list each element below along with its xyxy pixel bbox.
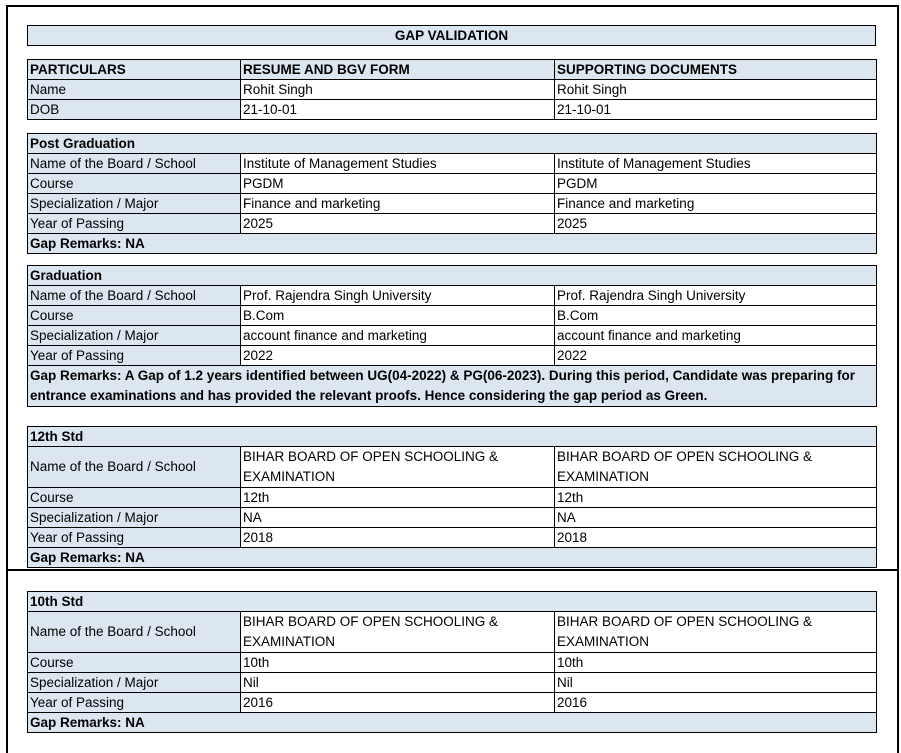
gap-remarks: Gap Remarks: NA	[28, 548, 877, 568]
row-label: Course	[28, 306, 241, 326]
table-row	[28, 214, 877, 234]
table-row	[28, 326, 877, 346]
row-docs-value: Institute of Management Studies	[555, 154, 877, 174]
row-resume-value: 2016	[241, 693, 555, 713]
row-label: Course	[28, 174, 241, 194]
gap-remarks: Gap Remarks: A Gap of 1.2 years identified between UG(04-2022) & PG(06-2023). During this period, Candidate was preparing for entrance examinations and has provided the relevant proofs. Hence considering the gap period as Green.	[28, 366, 877, 407]
row-label: Specialization / Major	[28, 508, 241, 528]
row-docs-value: BIHAR BOARD OF OPEN SCHOOLING & EXAMINATION	[555, 447, 877, 488]
table-row	[28, 528, 877, 548]
row-resume-value: Nil	[241, 673, 555, 693]
row-docs-value: 12th	[555, 488, 877, 508]
personal-table	[27, 59, 877, 120]
row-label: Name of the Board / School	[28, 612, 241, 653]
row-docs-value: 2018	[555, 528, 877, 548]
header-resume: RESUME AND BGV FORM	[241, 60, 555, 80]
std12-section	[27, 426, 877, 568]
std10-section	[27, 591, 877, 733]
gap-remarks: Gap Remarks: NA	[28, 713, 877, 733]
row-resume-value: 2025	[241, 214, 555, 234]
row-resume-value: 12th	[241, 488, 555, 508]
table-row	[28, 612, 877, 653]
row-label: Year of Passing	[28, 214, 241, 234]
pg-section	[27, 133, 877, 254]
table-row	[28, 346, 877, 366]
table-row	[28, 194, 877, 214]
section-heading: Graduation	[28, 266, 877, 286]
row-label: Name of the Board / School	[28, 154, 241, 174]
row-resume-value: Finance and marketing	[241, 194, 555, 214]
row-label: Year of Passing	[28, 693, 241, 713]
table-row	[28, 508, 877, 528]
title-table	[27, 25, 876, 46]
row-resume-value: PGDM	[241, 174, 555, 194]
row-resume-value: Prof. Rajendra Singh University	[241, 286, 555, 306]
grad-section	[27, 265, 877, 407]
row-label: Name	[28, 80, 241, 100]
row-label: Year of Passing	[28, 528, 241, 548]
table-row	[28, 100, 877, 120]
row-resume-value: NA	[241, 508, 555, 528]
table-row	[28, 306, 877, 326]
row-label: Specialization / Major	[28, 194, 241, 214]
section-heading: 12th Std	[28, 427, 877, 447]
table-row	[28, 693, 877, 713]
row-label: Specialization / Major	[28, 673, 241, 693]
row-resume-value: BIHAR BOARD OF OPEN SCHOOLING & EXAMINATION	[241, 612, 555, 653]
section-heading: 10th Std	[28, 592, 877, 612]
row-docs-value: Finance and marketing	[555, 194, 877, 214]
row-label: Name of the Board / School	[28, 447, 241, 488]
row-docs-value: 10th	[555, 653, 877, 673]
header-particulars: PARTICULARS	[28, 60, 241, 80]
row-docs-value: 2016	[555, 693, 877, 713]
row-resume-value: 21-10-01	[241, 100, 555, 120]
row-label: Name of the Board / School	[28, 286, 241, 306]
row-docs-value: Nil	[555, 673, 877, 693]
table-row	[28, 154, 877, 174]
row-resume-value: B.Com	[241, 306, 555, 326]
row-label: Course	[28, 653, 241, 673]
row-docs-value: BIHAR BOARD OF OPEN SCHOOLING & EXAMINATION	[555, 612, 877, 653]
row-label: Year of Passing	[28, 346, 241, 366]
row-docs-value: NA	[555, 508, 877, 528]
table-row	[28, 653, 877, 673]
row-docs-value: PGDM	[555, 174, 877, 194]
section-heading: Post Graduation	[28, 134, 877, 154]
page-title: GAP VALIDATION	[28, 26, 876, 46]
table-row	[28, 286, 877, 306]
row-resume-value: BIHAR BOARD OF OPEN SCHOOLING & EXAMINATION	[241, 447, 555, 488]
row-resume-value: Institute of Management Studies	[241, 154, 555, 174]
row-resume-value: 10th	[241, 653, 555, 673]
row-docs-value: Prof. Rajendra Singh University	[555, 286, 877, 306]
gap-remarks: Gap Remarks: NA	[28, 234, 877, 254]
row-docs-value: 21-10-01	[555, 100, 877, 120]
row-docs-value: B.Com	[555, 306, 877, 326]
row-docs-value: account finance and marketing	[555, 326, 877, 346]
table-row	[28, 80, 877, 100]
header-docs: SUPPORTING DOCUMENTS	[555, 60, 877, 80]
table-row	[28, 673, 877, 693]
row-resume-value: 2022	[241, 346, 555, 366]
row-docs-value: 2025	[555, 214, 877, 234]
table-row	[28, 174, 877, 194]
table-row	[28, 447, 877, 488]
row-docs-value: Rohit Singh	[555, 80, 877, 100]
row-label: Course	[28, 488, 241, 508]
row-docs-value: 2022	[555, 346, 877, 366]
row-label: Specialization / Major	[28, 326, 241, 346]
row-resume-value: Rohit Singh	[241, 80, 555, 100]
row-label: DOB	[28, 100, 241, 120]
row-resume-value: 2018	[241, 528, 555, 548]
header-row	[28, 60, 877, 80]
row-resume-value: account finance and marketing	[241, 326, 555, 346]
table-row	[28, 488, 877, 508]
